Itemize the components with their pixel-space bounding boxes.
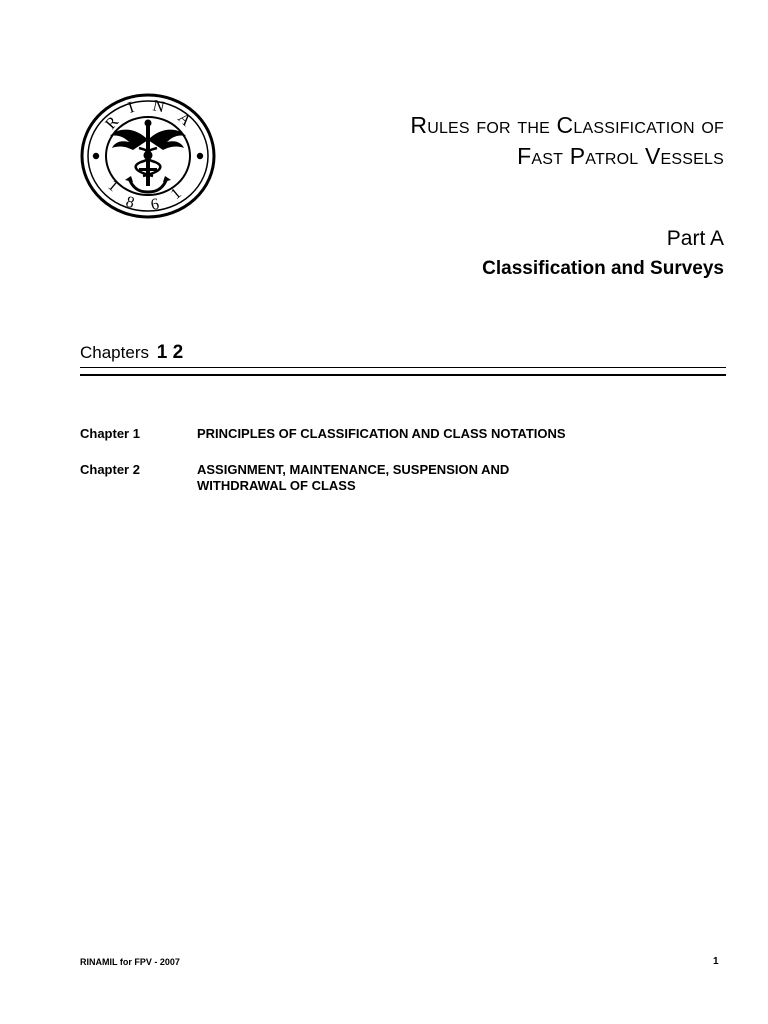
toc-chapter-number: Chapter 1 xyxy=(80,426,140,441)
svg-text:R: R xyxy=(102,113,123,133)
title-line-2: Fast Patrol Vessels xyxy=(517,143,724,169)
heading-rule-thick xyxy=(80,374,726,376)
part-title: Classification and Surveys xyxy=(482,258,724,279)
footer-publication: RINAMIL for FPV - 2007 xyxy=(80,957,180,967)
svg-text:6: 6 xyxy=(149,195,161,214)
part-heading xyxy=(482,225,724,283)
toc-chapter-number: Chapter 2 xyxy=(80,462,140,477)
svg-text:I: I xyxy=(125,98,137,117)
toc-entry-chapter-1[interactable] xyxy=(80,426,726,442)
svg-text:N: N xyxy=(151,97,167,117)
svg-text:1: 1 xyxy=(167,184,185,204)
svg-text:1: 1 xyxy=(104,177,122,196)
page-number: 1 xyxy=(713,956,719,967)
toc-chapter-title: PRINCIPLES OF CLASSIFICATION AND CLASS NOTATIONS xyxy=(197,426,566,441)
svg-text:8: 8 xyxy=(123,193,137,212)
title-line-1: Rules for the Classification of xyxy=(410,112,724,138)
document-title xyxy=(410,110,724,172)
svg-text:A: A xyxy=(174,109,195,130)
heading-rule-thin xyxy=(80,367,726,368)
table-of-contents xyxy=(80,426,726,514)
toc-entry-chapter-2[interactable] xyxy=(80,462,726,494)
chapters-numbers: 1 2 xyxy=(156,342,184,363)
chapters-label: Chapters xyxy=(80,343,149,362)
part-label: Part A xyxy=(666,227,724,250)
rina-seal-logo xyxy=(79,92,217,220)
toc-chapter-title: ASSIGNMENT, MAINTENANCE, SUSPENSION AND WITHDRAWAL OF CLASS xyxy=(197,462,510,493)
chapters-heading xyxy=(80,342,183,364)
